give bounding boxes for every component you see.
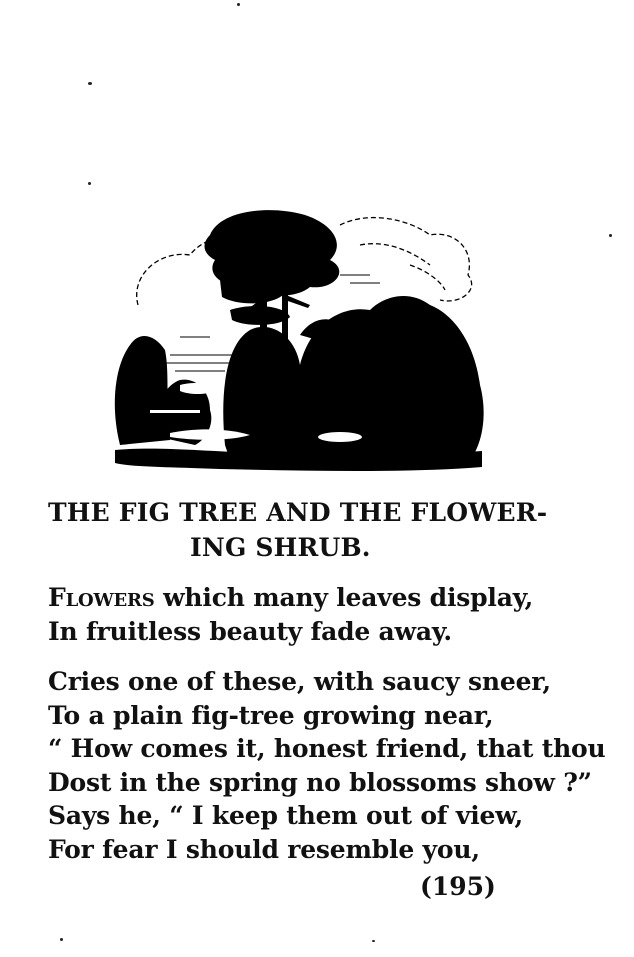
- drop-word-capital: F: [48, 583, 66, 612]
- verse-text: which many leaves display,: [154, 583, 534, 612]
- verse-line: To a plain fig-tree growing near,: [48, 701, 494, 730]
- woodcut-landscape-illustration: [110, 205, 490, 475]
- verse-line: Cries one of these, with saucy sneer,: [48, 667, 551, 696]
- print-speck: [237, 3, 240, 6]
- verse-line: “ How comes it, honest friend, that thou: [48, 734, 606, 763]
- page-number: (195): [420, 872, 496, 901]
- verse-line: Dost in the spring no blossoms show ?”: [48, 768, 592, 797]
- drop-word-small-caps: LOWERS: [65, 590, 155, 611]
- verse-line: For fear I should resemble you,: [48, 835, 480, 864]
- poem-title-line-1: THE FIG TREE AND THE FLOWER-: [48, 498, 548, 527]
- print-speck: [88, 82, 92, 85]
- verse-line: Says he, “ I keep them out of view,: [48, 801, 523, 830]
- print-speck: [609, 234, 612, 237]
- print-speck: [372, 940, 375, 942]
- print-speck: [60, 938, 63, 941]
- verse-line: In fruitless beauty fade away.: [48, 617, 452, 646]
- verse-line: [48, 583, 533, 612]
- poem-title-line-2: ING SHRUB.: [190, 533, 371, 562]
- print-speck: [88, 182, 91, 185]
